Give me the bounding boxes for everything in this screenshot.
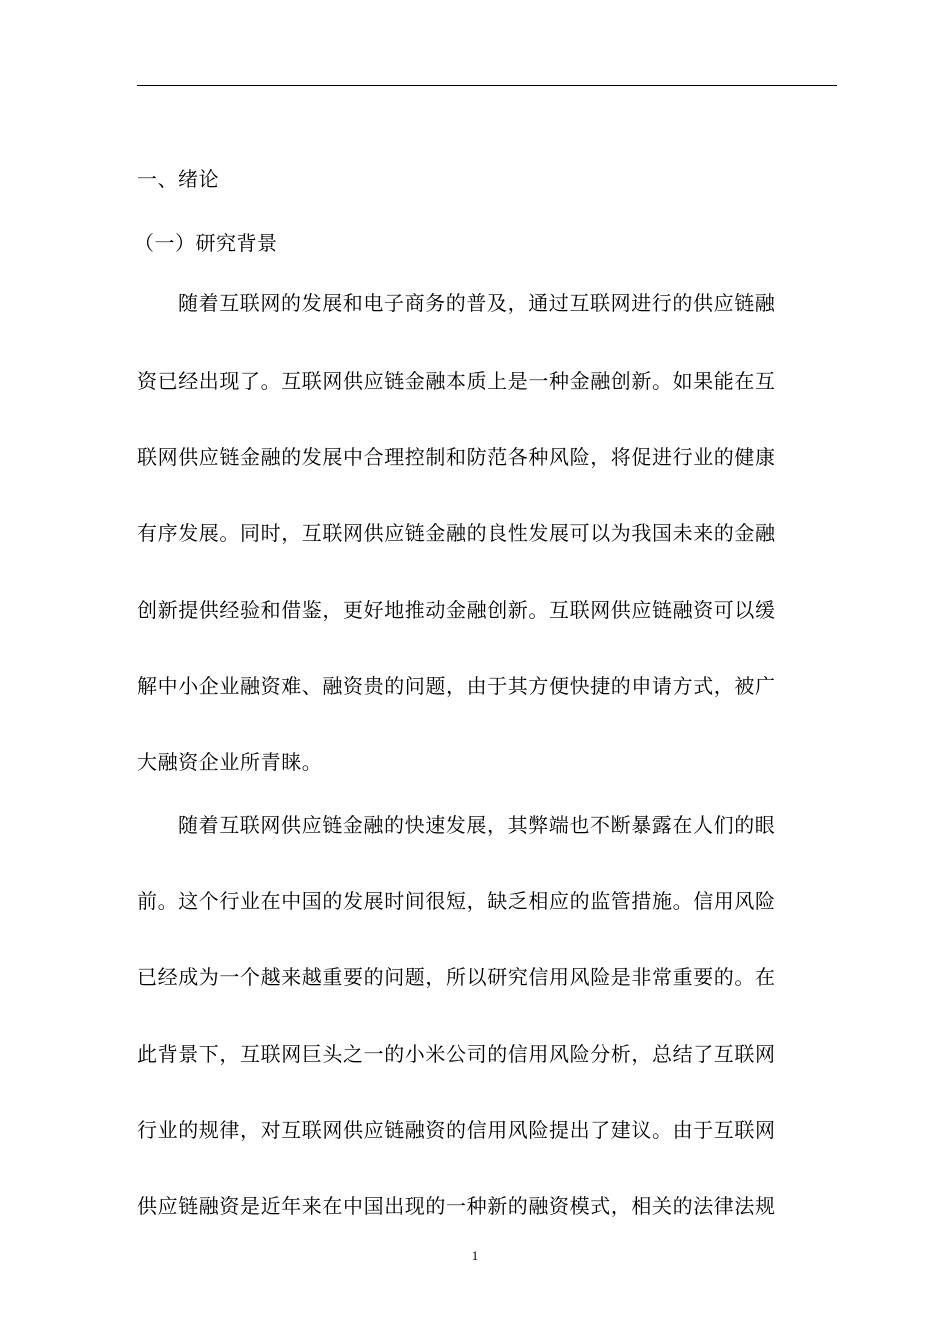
paragraph-line: 创新提供经验和借鉴，更好地推动金融创新。互联网供应链融资可以缓 bbox=[137, 598, 776, 622]
section-heading: 一、绪论 bbox=[137, 167, 219, 191]
paragraph-line: 解中小企业融资难、融资贵的问题，由于其方便快捷的申请方式，被广 bbox=[137, 674, 776, 698]
page-number: 1 bbox=[471, 1248, 479, 1263]
paragraph-line: 供应链融资是近年来在中国出现的一种新的融资模式，相关的法律法规 bbox=[137, 1194, 776, 1218]
paragraph-line: 行业的规律，对互联网供应链融资的信用风险提出了建议。由于互联网 bbox=[137, 1118, 776, 1142]
subsection-heading: （一）研究背景 bbox=[134, 231, 278, 255]
paragraph-line: 资已经出现了。互联网供应链金融本质上是一种金融创新。如果能在互 bbox=[137, 369, 776, 393]
paragraph-line: 大融资企业所青睐。 bbox=[137, 750, 323, 774]
paragraph-line: 联网供应链金融的发展中合理控制和防范各种风险，将促进行业的健康 bbox=[137, 445, 776, 469]
paragraph-line: 已经成为一个越来越重要的问题，所以研究信用风险是非常重要的。在 bbox=[137, 965, 776, 989]
paragraph-line: 此背景下，互联网巨头之一的小米公司的信用风险分析，总结了互联网 bbox=[137, 1042, 776, 1066]
paragraph-line: 随着互联网的发展和电子商务的普及，通过互联网进行的供应链融 bbox=[178, 291, 776, 315]
paragraph-line: 有序发展。同时，互联网供应链金融的良性发展可以为我国未来的金融 bbox=[137, 521, 776, 545]
paragraph-line: 随着互联网供应链金融的快速发展，其弊端也不断暴露在人们的眼 bbox=[178, 813, 776, 837]
header-rule bbox=[137, 85, 837, 86]
paragraph-line: 前。这个行业在中国的发展时间很短，缺乏相应的监管措施。信用风险 bbox=[137, 889, 776, 913]
